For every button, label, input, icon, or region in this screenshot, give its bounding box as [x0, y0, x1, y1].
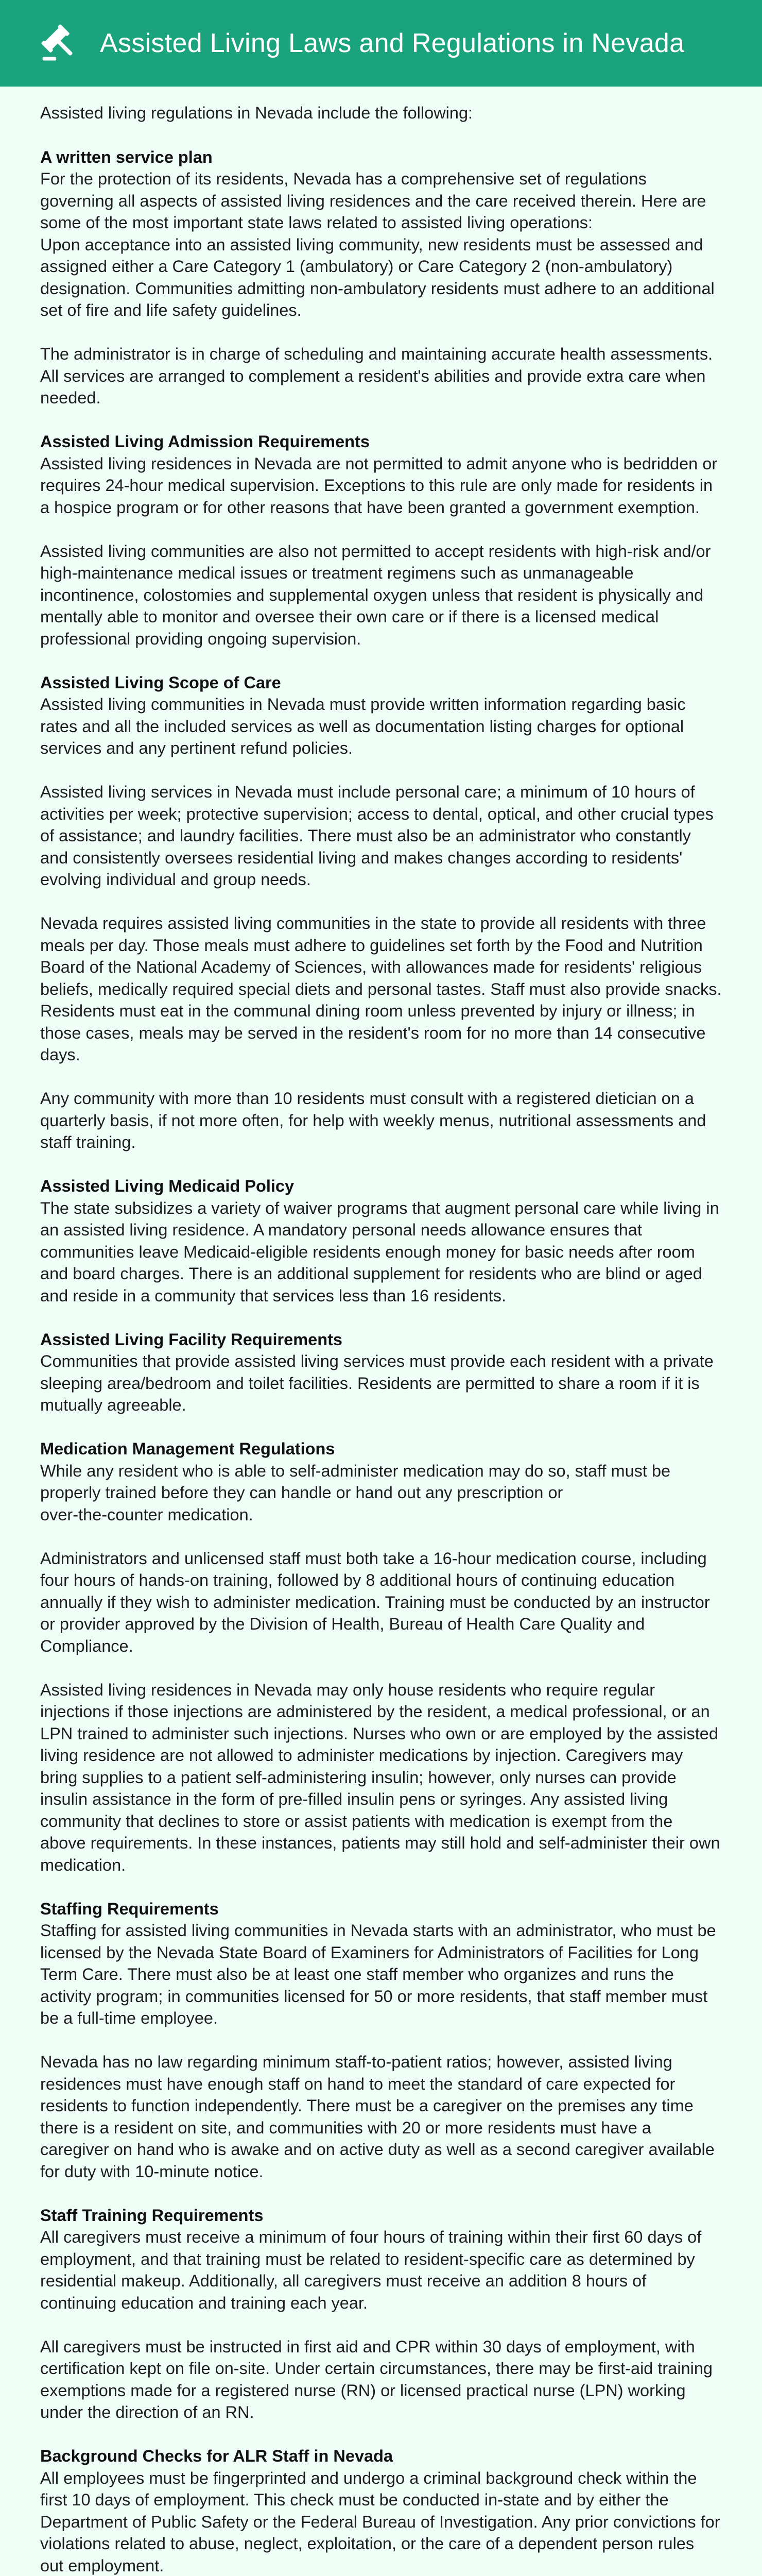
section-title: Background Checks for ALR Staff in Nevada [40, 2447, 393, 2465]
section-title: Assisted Living Medicaid Policy [40, 1177, 295, 1195]
paragraph-gap [40, 891, 722, 913]
section-title: A written service plan [40, 147, 213, 166]
page-title: Assisted Living Laws and Regulations in Nevada [100, 28, 685, 58]
paragraph-gap [40, 1526, 722, 1548]
paragraph-gap [40, 518, 722, 540]
section [40, 2445, 722, 2576]
section-title: Assisted Living Facility Requirements [40, 1330, 342, 1349]
section-paragraph: Administrators and unlicensed staff must both take a 16-hour medication course, including four hours of hands-on training, followed by 8 additional hours of continuing education annually if they wish to administer medication. Training must be conducted by an instructor or provider approved by the Division of Health, Bureau of Health Care Quality and Compliance. [40, 1549, 710, 1655]
page-header [0, 0, 762, 87]
article-body [0, 87, 762, 2576]
section-paragraph: Staffing for assisted living communities in Nevada starts with an administrator, who must be licensed by the Nevada State Board of Examiners for Administrators of Facilities for Long Term Care. There must also be at least one staff member who organizes and runs the activity program; in communities licensed for 50 or more residents, that staff member must be a full-time employee. [40, 1921, 716, 2027]
section-paragraph: Assisted living residences in Nevada may only house residents who require regular injections if those injections are administered by the resident, a medical professional, or an LPN trained to administer such injections. Nurses who own or are employed by the assisted living residence are not allowed to administer medications by injection. Caregivers may bring supplies to a patient self-administering insulin; however, only nurses can provide insulin assistance in the form of pre-filled insulin pens or syringes. Any assisted living community that declines to store or assist patients with medication is exempt from the above requirements. In these instances, patients may still hold and self-administer their own medication. [40, 1680, 720, 1874]
section-paragraph: All caregivers must be instructed in first aid and CPR within 30 days of employment, with certification kept on file on-site. Under certain circumstances, there may be first-aid training exemptions made for a registered nurse (RN) or licensed practical nurse (LPN) working under the direction of an RN. [40, 2337, 713, 2421]
section [40, 1329, 722, 1416]
section [40, 146, 722, 409]
paragraph-gap [40, 1066, 722, 1088]
section-paragraph: Communities that provide assisted living services must provide each resident with a private sleeping area/bedroom and toilet facilities. Residents are permitted to share a room if it is mutually agreeable. [40, 1352, 714, 1414]
paragraph-gap [40, 1657, 722, 1679]
section-paragraph: Assisted living residences in Nevada are not permitted to admit anyone who is bedridden or requires 24-hour medical supervision. Exceptions to this rule are only made for residents in a hospice program or for other reasons that have been granted a government exemption. [40, 454, 718, 517]
section-paragraph: Nevada requires assisted living communities in the state to provide all residents with three meals per day. Those meals must adhere to guidelines set forth by the Food and Nutrition Board of the National Academy of Sciences, with allowances made for residents' religious beliefs, medically required special diets and personal tastes. Staff must also provide snacks. Residents must eat in the communal dining room unless prevented by injury or illness; in those cases, meals may be served in the resident's room for no more than 14 consecutive days. [40, 914, 722, 1064]
paragraph-gap [40, 759, 722, 782]
section-paragraph: The administrator is in charge of scheduling and maintaining accurate health assessments. All services are arranged to complement a resident's abilities and provide extra care when needed. [40, 345, 713, 407]
section [40, 1438, 722, 1876]
paragraph-gap [40, 2029, 722, 2052]
sections-container [40, 146, 722, 2576]
section-paragraph: The state subsidizes a variety of waiver programs that augment personal care while living in an assisted living residence. A mandatory personal needs allowance ensures that communities leave Medicaid-eligible residents enough money for basic needs after room and board charges. There is an additional supplement for residents who are blind or aged and reside in a community that services less than 16 residents. [40, 1198, 719, 1305]
section-title: Assisted Living Admission Requirements [40, 432, 370, 451]
section-title: Medication Management Regulations [40, 1439, 335, 1458]
section-paragraph: All employees must be fingerprinted and undergo a criminal background check within the first 10 days of employment. This check must be conducted in-state and by either the Department of Public Safety or the Federal Bureau of Investigation. Any prior convictions for violations related to abuse, neglect, exploitation, or the care of a dependent person rules out employment. [40, 2468, 720, 2575]
section-paragraph: Any community with more than 10 residents must consult with a registered dietician on a quarterly basis, if not more often, for help with weekly menus, nutritional assessments and staff training. [40, 1089, 706, 1151]
paragraph-gap [40, 321, 722, 344]
section [40, 1898, 722, 2183]
paragraph-gap [40, 2314, 722, 2336]
section-paragraph: All caregivers must receive a minimum of four hours of training within their first 60 days of employment, and that training must be related to resident-specific care as determined by residential makeup. Additionally, all caregivers must receive an addition 8 hours of continuing education and training each year. [40, 2228, 702, 2312]
section-paragraph: Assisted living communities in Nevada must provide written information regarding basic rates and all the included services as well as documentation listing charges for optional services and any pertinent refund policies. [40, 695, 686, 757]
section-paragraph: Nevada has no law regarding minimum staff-to-patient ratios; however, assisted living residences must have enough staff on hand to meet the standard of care expected for residents to function independently. There must be a caregiver on the premises any time there is a resident on site, and communities with 20 or more residents must have a caregiver on hand who is awake and on active duty as well as a second caregiver available for duty with 10-minute notice. [40, 2053, 715, 2181]
section-paragraph: Assisted living communities are also not permitted to accept residents with high-risk and/or high-maintenance medical issues or treatment regimens such as unmanageable incontinence, colostomies and supplemental oxygen unless that resident is physically and mentally able to monitor and oversee their own care or if there is a licensed medical professional providing ongoing supervision. [40, 541, 711, 648]
gavel-icon [40, 23, 80, 63]
section-paragraph: While any resident who is able to self-administer medication may do so, staff must be properly trained before they can handle or hand out any prescription or over-the-counter medication. [40, 1461, 671, 1524]
section-paragraph: Assisted living services in Nevada must include personal care; a minimum of 10 hours of activities per week; protective supervision; access to dental, optical, and other crucial types of assistance; and laundry facilities. There must also be an administrator who constantly and consistently oversees residential living and makes changes according to residents' evolving individual and group needs. [40, 783, 714, 889]
intro-text: Assisted living regulations in Nevada include the following: [40, 104, 473, 122]
section [40, 1175, 722, 1307]
section [40, 431, 722, 650]
section [40, 2205, 722, 2424]
section-title: Staffing Requirements [40, 1899, 219, 1918]
section [40, 672, 722, 1154]
section-title: Staff Training Requirements [40, 2206, 264, 2225]
section-paragraph: For the protection of its residents, Nevada has a comprehensive set of regulations governing all aspects of assisted living residences and the care received therein. Here are some of the most important state laws related to assisted living operations: Upon acceptance into an assisted living community, new residents must be assessed and assigned either a Care Category 1 (ambulatory) or Care Category 2 (non-ambulatory) designation. Communities admitting non-ambulatory residents must adhere to an additional set of fire and life safety guidelines. [40, 170, 715, 319]
section-title: Assisted Living Scope of Care [40, 673, 281, 692]
